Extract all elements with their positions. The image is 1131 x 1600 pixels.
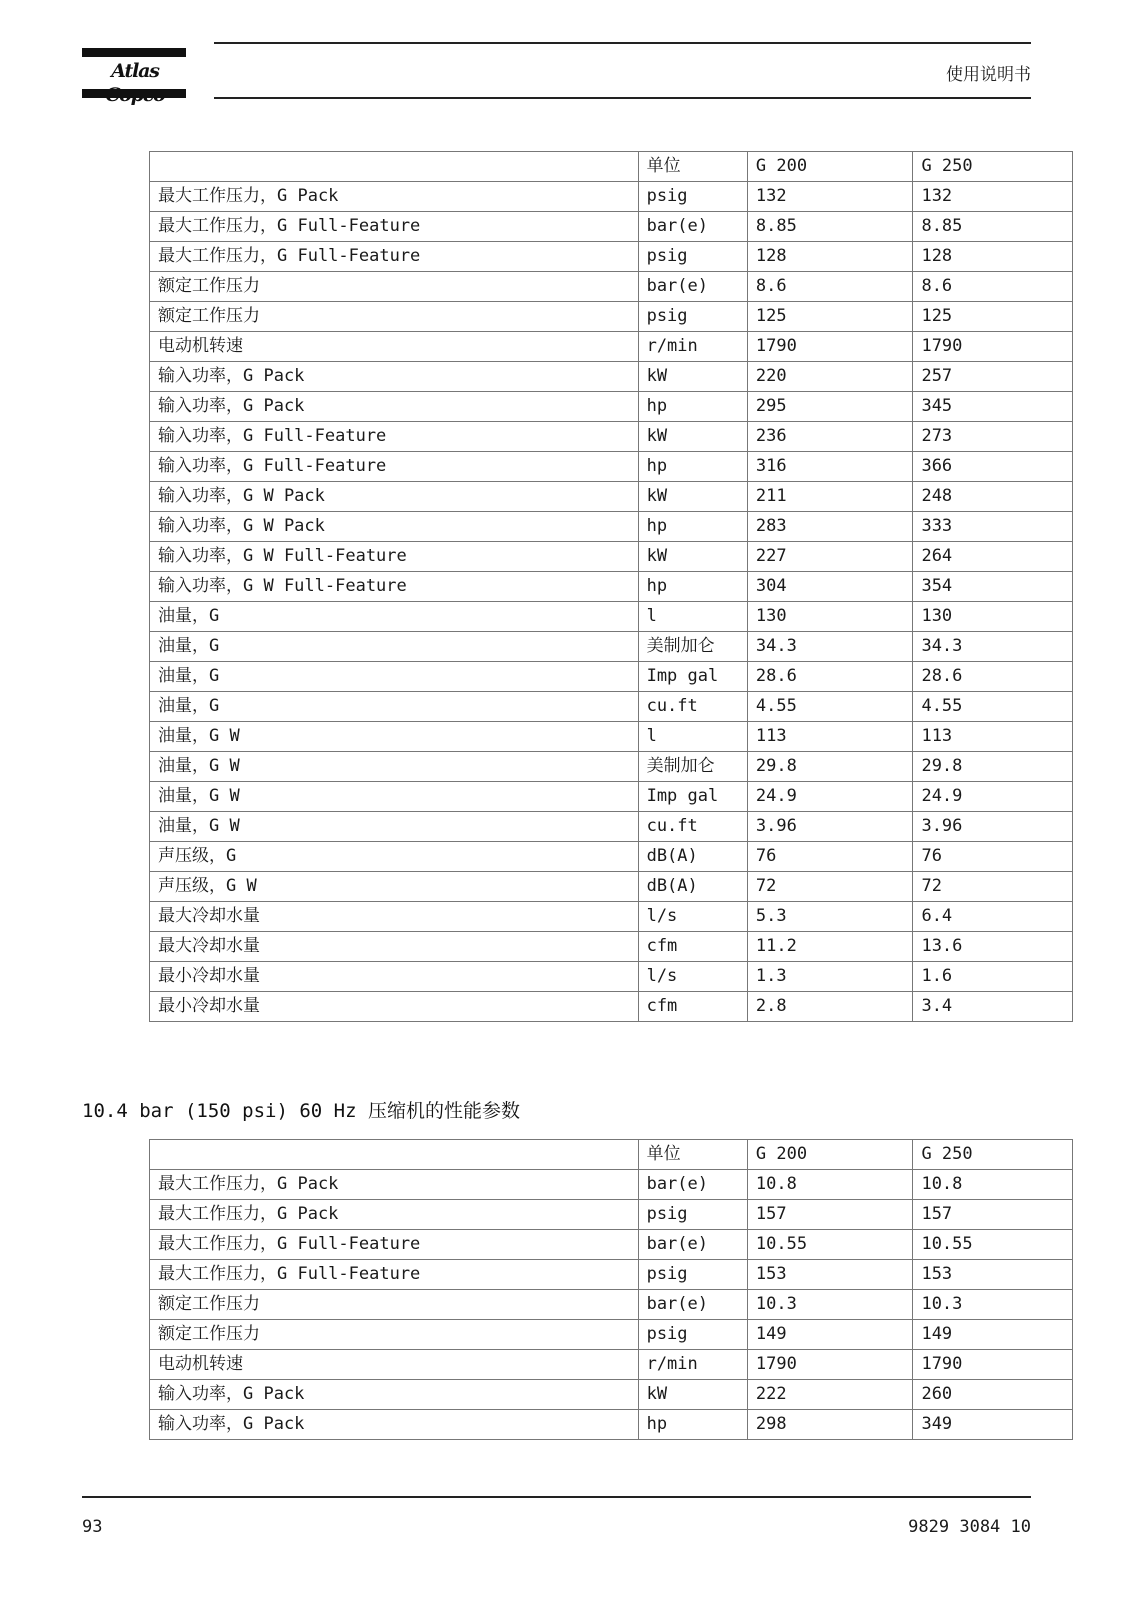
table-row <box>150 752 1073 782</box>
table-cell: 4.55 <box>747 692 913 722</box>
table-cell: 8.6 <box>747 272 913 302</box>
table-cell: 260 <box>913 1380 1073 1410</box>
table-cell: 298 <box>747 1410 913 1440</box>
table-cell: 76 <box>747 842 913 872</box>
table-cell: 输入功率，G Pack <box>150 392 639 422</box>
table-cell: 油量，G <box>150 692 639 722</box>
table-row <box>150 272 1073 302</box>
table-cell: psig <box>638 1200 747 1230</box>
table-cell: psig <box>638 302 747 332</box>
table-cell: 157 <box>913 1200 1073 1230</box>
table-row <box>150 542 1073 572</box>
table-row <box>150 242 1073 272</box>
table-cell: 输入功率，G W Full-Feature <box>150 542 639 572</box>
table-cell: 345 <box>913 392 1073 422</box>
table-cell: psig <box>638 242 747 272</box>
table-cell: 1790 <box>913 332 1073 362</box>
table-cell: cfm <box>638 992 747 1022</box>
table-cell: 油量，G W <box>150 722 639 752</box>
table-cell: psig <box>638 182 747 212</box>
table-header-cell: G 250 <box>913 152 1073 182</box>
table-cell: kW <box>638 482 747 512</box>
table-header-cell <box>150 1140 639 1170</box>
table-cell: 10.8 <box>913 1170 1073 1200</box>
table-cell: 10.8 <box>747 1170 913 1200</box>
table-cell: l/s <box>638 902 747 932</box>
table-cell: 8.85 <box>913 212 1073 242</box>
table-cell: 1.3 <box>747 962 913 992</box>
table-cell: 34.3 <box>747 632 913 662</box>
table-cell: dB(A) <box>638 842 747 872</box>
table-cell: hp <box>638 392 747 422</box>
table-cell: 1.6 <box>913 962 1073 992</box>
table-cell: Imp gal <box>638 662 747 692</box>
table-cell: 29.8 <box>913 752 1073 782</box>
table-cell: r/min <box>638 1350 747 1380</box>
table-header-cell: 单位 <box>638 152 747 182</box>
table-cell: 10.3 <box>913 1290 1073 1320</box>
table-cell: 316 <box>747 452 913 482</box>
logo-top-bar <box>82 48 186 57</box>
table-cell: 34.3 <box>913 632 1073 662</box>
table-cell: l <box>638 602 747 632</box>
table-cell: 美制加仑 <box>638 752 747 782</box>
table-cell: 349 <box>913 1410 1073 1440</box>
table-row <box>150 842 1073 872</box>
table-cell: 354 <box>913 572 1073 602</box>
table-cell: 最大冷却水量 <box>150 902 639 932</box>
table-row <box>150 512 1073 542</box>
table-row <box>150 1230 1073 1260</box>
table-header-cell: 单位 <box>638 1140 747 1170</box>
table-cell: 输入功率，G Pack <box>150 1380 639 1410</box>
table-cell: 227 <box>747 542 913 572</box>
table-cell: l <box>638 722 747 752</box>
table-cell: 输入功率，G Full-Feature <box>150 452 639 482</box>
table-cell: dB(A) <box>638 872 747 902</box>
table-cell: 电动机转速 <box>150 1350 639 1380</box>
table-cell: r/min <box>638 332 747 362</box>
table-cell: Imp gal <box>638 782 747 812</box>
table-cell: 电动机转速 <box>150 332 639 362</box>
table-cell: 最大工作压力，G Pack <box>150 1170 639 1200</box>
table-cell: 最小冷却水量 <box>150 962 639 992</box>
table-cell: psig <box>638 1320 747 1350</box>
table-cell: 128 <box>913 242 1073 272</box>
table-row <box>150 932 1073 962</box>
table-row <box>150 782 1073 812</box>
table-cell: 333 <box>913 512 1073 542</box>
page-number: 93 <box>82 1517 103 1537</box>
table-cell: 130 <box>913 602 1073 632</box>
table-row <box>150 302 1073 332</box>
table-cell: 10.55 <box>747 1230 913 1260</box>
table-row <box>150 722 1073 752</box>
table-cell: 11.2 <box>747 932 913 962</box>
table-cell: 236 <box>747 422 913 452</box>
table-cell: 油量，G W <box>150 812 639 842</box>
table-cell: 366 <box>913 452 1073 482</box>
table-cell: hp <box>638 1410 747 1440</box>
table-cell: 153 <box>913 1260 1073 1290</box>
document-number: 9829 3084 10 <box>908 1517 1031 1537</box>
table-cell: 最大工作压力，G Full-Feature <box>150 1260 639 1290</box>
table-header-cell: G 200 <box>747 1140 913 1170</box>
table-cell: 222 <box>747 1380 913 1410</box>
table-cell: 10.55 <box>913 1230 1073 1260</box>
table-header-cell <box>150 152 639 182</box>
table-cell: 132 <box>913 182 1073 212</box>
table-cell: kW <box>638 422 747 452</box>
table-row <box>150 632 1073 662</box>
table-cell: 6.4 <box>913 902 1073 932</box>
table-row <box>150 452 1073 482</box>
table-row <box>150 1170 1073 1200</box>
table-cell: 美制加仑 <box>638 632 747 662</box>
table-cell: 157 <box>747 1200 913 1230</box>
table-cell: bar(e) <box>638 1230 747 1260</box>
table-cell: 29.8 <box>747 752 913 782</box>
table-cell: 2.8 <box>747 992 913 1022</box>
table-row <box>150 1290 1073 1320</box>
table-cell: 76 <box>913 842 1073 872</box>
table-cell: hp <box>638 452 747 482</box>
table-cell: kW <box>638 1380 747 1410</box>
table-row <box>150 662 1073 692</box>
table-cell: 3.96 <box>913 812 1073 842</box>
table-cell: 125 <box>747 302 913 332</box>
table-cell: 额定工作压力 <box>150 302 639 332</box>
table-cell: psig <box>638 1260 747 1290</box>
table-row <box>150 392 1073 422</box>
table-cell: 257 <box>913 362 1073 392</box>
table-cell: 130 <box>747 602 913 632</box>
table-cell: 113 <box>913 722 1073 752</box>
table-row <box>150 602 1073 632</box>
table-cell: cu.ft <box>638 812 747 842</box>
spec-table-1 <box>149 151 1073 1022</box>
table-cell: 最大工作压力，G Full-Feature <box>150 242 639 272</box>
table-cell: 211 <box>747 482 913 512</box>
table-cell: 输入功率，G Full-Feature <box>150 422 639 452</box>
table-row <box>150 902 1073 932</box>
table-cell: 72 <box>913 872 1073 902</box>
table-cell: 3.4 <box>913 992 1073 1022</box>
table-cell: 油量，G <box>150 602 639 632</box>
document-title: 使用说明书 <box>946 65 1031 85</box>
table-cell: 油量，G W <box>150 782 639 812</box>
table-header-cell: G 200 <box>747 152 913 182</box>
table-row <box>150 482 1073 512</box>
table-row <box>150 182 1073 212</box>
table-cell: hp <box>638 572 747 602</box>
table-cell: 149 <box>913 1320 1073 1350</box>
table-cell: 304 <box>747 572 913 602</box>
table-cell: 132 <box>747 182 913 212</box>
table-row <box>150 332 1073 362</box>
table-cell: 3.96 <box>747 812 913 842</box>
table-cell: 1790 <box>913 1350 1073 1380</box>
table-cell: 10.3 <box>747 1290 913 1320</box>
table-cell: cu.ft <box>638 692 747 722</box>
table-cell: 72 <box>747 872 913 902</box>
table-row <box>150 872 1073 902</box>
spec-table-2 <box>149 1139 1073 1440</box>
table-cell: bar(e) <box>638 1170 747 1200</box>
table-row <box>150 1410 1073 1440</box>
table-cell: 113 <box>747 722 913 752</box>
table-row <box>150 1260 1073 1290</box>
table-row <box>150 1350 1073 1380</box>
table-header-row <box>150 152 1073 182</box>
table-cell: 油量，G <box>150 662 639 692</box>
table-cell: 295 <box>747 392 913 422</box>
table-cell: 4.55 <box>913 692 1073 722</box>
header-bottom-rule <box>214 97 1031 99</box>
table-cell: 最大工作压力，G Pack <box>150 1200 639 1230</box>
table-cell: kW <box>638 362 747 392</box>
table-cell: 额定工作压力 <box>150 1320 639 1350</box>
table-cell: 额定工作压力 <box>150 272 639 302</box>
table-cell: 额定工作压力 <box>150 1290 639 1320</box>
table-row <box>150 1320 1073 1350</box>
table-row <box>150 422 1073 452</box>
table-cell: cfm <box>638 932 747 962</box>
footer-rule <box>82 1496 1031 1498</box>
logo-bottom-bar <box>82 89 186 98</box>
table-cell: 声压级，G <box>150 842 639 872</box>
table-cell: 油量，G <box>150 632 639 662</box>
table-cell: 153 <box>747 1260 913 1290</box>
table-cell: 输入功率，G W Pack <box>150 482 639 512</box>
table-row <box>150 572 1073 602</box>
table-cell: 1790 <box>747 332 913 362</box>
table-row <box>150 212 1073 242</box>
table-cell: 28.6 <box>747 662 913 692</box>
table-cell: 13.6 <box>913 932 1073 962</box>
table-cell: 264 <box>913 542 1073 572</box>
table-cell: 输入功率，G Pack <box>150 362 639 392</box>
table-row <box>150 362 1073 392</box>
logo-wordmark: Atlas <box>111 60 159 82</box>
table-cell: bar(e) <box>638 1290 747 1320</box>
table-cell: 最小冷却水量 <box>150 992 639 1022</box>
table-cell: 273 <box>913 422 1073 452</box>
table-cell: 8.85 <box>747 212 913 242</box>
table-cell: kW <box>638 542 747 572</box>
table-cell: bar(e) <box>638 212 747 242</box>
table-row <box>150 812 1073 842</box>
table-cell: 149 <box>747 1320 913 1350</box>
table-cell: 24.9 <box>913 782 1073 812</box>
table-header-cell: G 250 <box>913 1140 1073 1170</box>
table-cell: l/s <box>638 962 747 992</box>
table-row <box>150 1200 1073 1230</box>
table-cell: 声压级，G W <box>150 872 639 902</box>
table-cell: 220 <box>747 362 913 392</box>
table-cell: 8.6 <box>913 272 1073 302</box>
table-cell: 1790 <box>747 1350 913 1380</box>
table-row <box>150 1380 1073 1410</box>
table-cell: 最大冷却水量 <box>150 932 639 962</box>
table-cell: 5.3 <box>747 902 913 932</box>
table-cell: 最大工作压力，G Pack <box>150 182 639 212</box>
table-cell: 油量，G W <box>150 752 639 782</box>
table-cell: 248 <box>913 482 1073 512</box>
table-row <box>150 992 1073 1022</box>
table-cell: hp <box>638 512 747 542</box>
table-header-row <box>150 1140 1073 1170</box>
table-cell: 最大工作压力，G Full-Feature <box>150 212 639 242</box>
header-top-rule <box>214 42 1031 44</box>
table-cell: 输入功率，G Pack <box>150 1410 639 1440</box>
table-row <box>150 692 1073 722</box>
table-cell: 输入功率，G W Pack <box>150 512 639 542</box>
table-cell: 28.6 <box>913 662 1073 692</box>
table-row <box>150 962 1073 992</box>
table-cell: bar(e) <box>638 272 747 302</box>
table-cell: 128 <box>747 242 913 272</box>
table-cell: 输入功率，G W Full-Feature <box>150 572 639 602</box>
section-title: 10.4 bar (150 psi) 60 Hz 压缩机的性能参数 <box>82 1100 520 1122</box>
table-cell: 283 <box>747 512 913 542</box>
table-cell: 125 <box>913 302 1073 332</box>
table-cell: 最大工作压力，G Full-Feature <box>150 1230 639 1260</box>
table-cell: 24.9 <box>747 782 913 812</box>
